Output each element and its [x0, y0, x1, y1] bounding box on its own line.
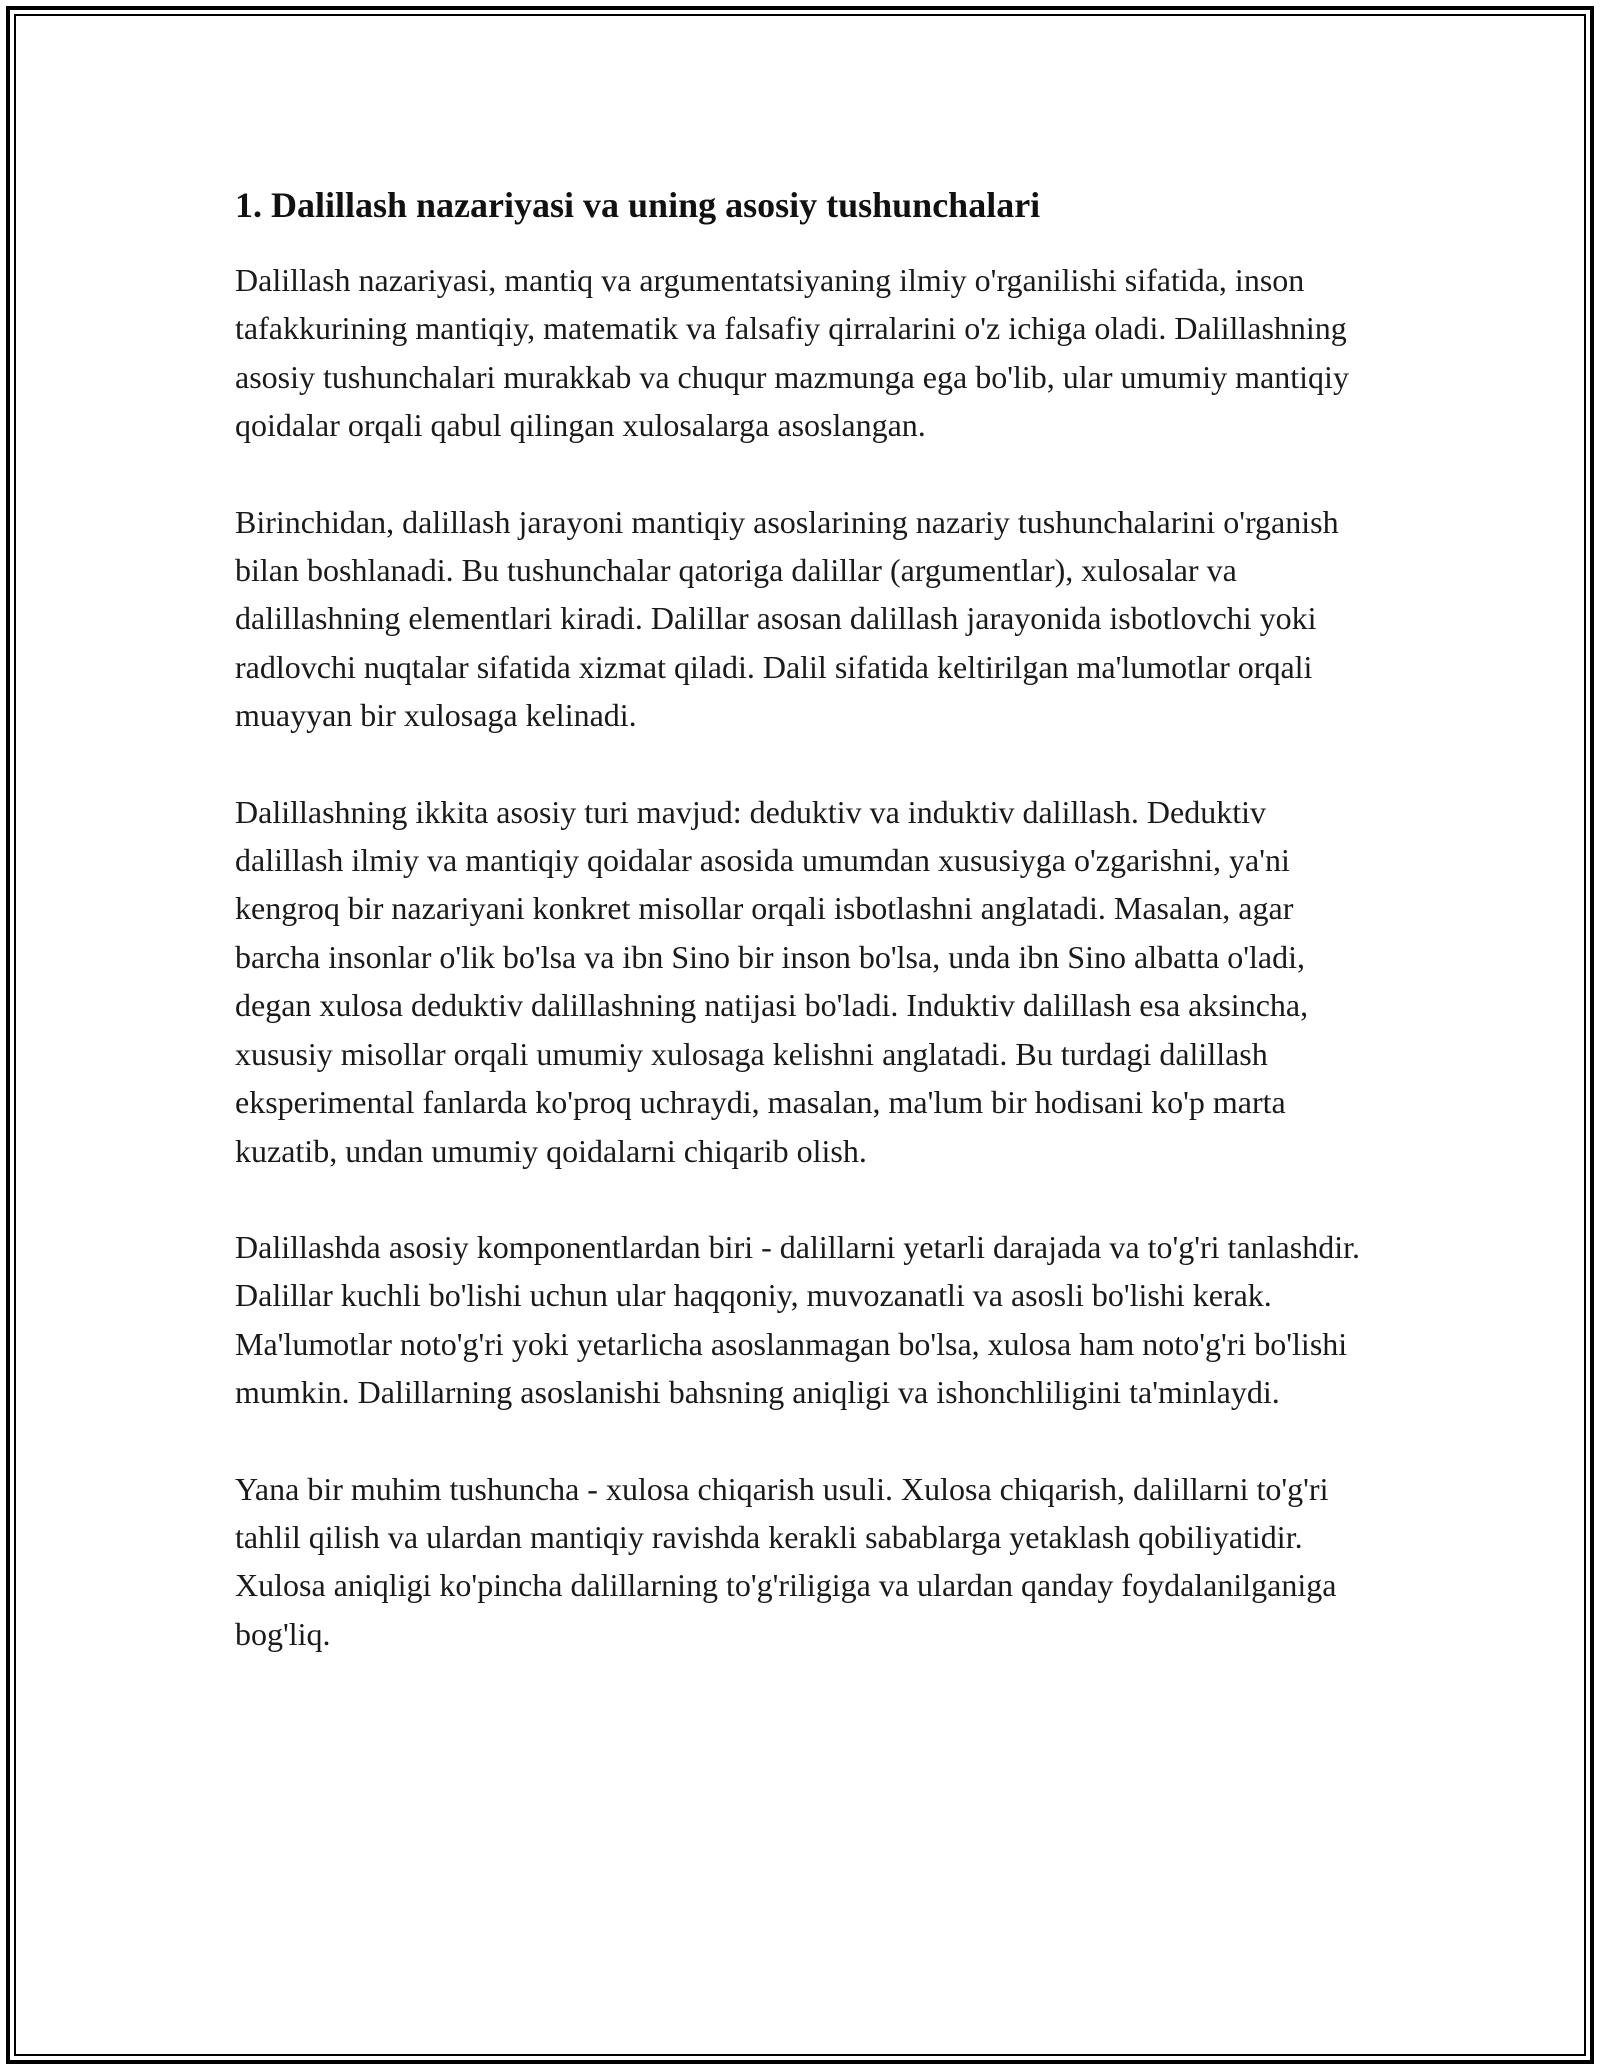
paragraph-conclusion: Yana bir muhim tushuncha - xulosa chiqarish usuli. Xulosa chiqarish, dalillarni to'g'ri tahlil qilish va ulardan mantiqiy ravishda kerakli sabablarga yetaklash qobiliyatidir. Xulosa aniqligi ko'pincha dalillarning to'g'riligiga va ulardan qanday foydalanilganiga bog'liq.	[235, 1470, 1337, 1652]
paragraph-components: Dalillashda asosiy komponentlardan biri - dalillarni yetarli darajada va to'g'ri tanlashdir. Dalillar kuchli bo'lishi uchun ular haqqoniy, muvozanatli va asosli bo'lishi kerak. Ma'lumotlar noto'g'ri yoki yetarlicha asoslanmagan bo'lsa, xulosa ham noto'g'ri bo'lishi mumkin. Dalillarning asoslanishi bahsning aniqligi va ishonchliligini ta'minlaydi.	[235, 1228, 1360, 1411]
document-title: 1. Dalillash nazariyasi va uning asosiy tushunchalari	[235, 185, 1041, 225]
paragraph-types: Dalillashning ikkita asosiy turi mavjud: deduktiv va induktiv dalillash. Deduktiv dalillash ilmiy va mantiqiy qoidalar asosida umumdan xususiyga o'zgarishni, ya'ni kengroq bir nazariyani konkret misollar orqali isbotlashni anglatadi. Masalan, agar barcha insonlar o'lik bo'lsa va ibn Sino bir inson bo'lsa, unda ibn Sino albatta o'ladi, degan xulosa deduktiv dalillashning natijasi bo'ladi. Induktiv dalillash esa aksincha, xususiy misollar orqali umumiy xulosaga kelishni anglatadi. Bu turdagi dalillash eksperimental fanlarda ko'proq uchraydi, masalan, ma'lum bir hodisani ko'p marta kuzatib, undan umumiy qoidalarni chiqarib olish.	[235, 793, 1309, 1169]
document-body	[235, 182, 1370, 1706]
paragraph-intro: Dalillash nazariyasi, mantiq va argumentatsiyaning ilmiy o'rganilishi sifatida, inson tafakkurining mantiqiy, matematik va falsafiy qirralarini o'z ichiga oladi. Dalillashning asosiy tushunchalari murakkab va chuqur mazmunga ega bo'lib, ular umumiy mantiqiy qoidalar orqali qabul qilingan xulosalarga asoslangan.	[235, 262, 1349, 444]
paragraph-first: Birinchidan, dalillash jarayoni mantiqiy asoslarining nazariy tushunchalarini o'rganish bilan boshlanadi. Bu tushunchalar qatoriga dalillar (argumentlar), xulosalar va dalillashning elementlari kiradi. Dalillar asosan dalillash jarayonida isbotlovchi yoki radlovchi nuqtalar sifatida xizmat qiladi. Dalil sifatida keltirilgan ma'lumotlar orqali muayyan bir xulosaga kelinadi.	[235, 503, 1339, 734]
